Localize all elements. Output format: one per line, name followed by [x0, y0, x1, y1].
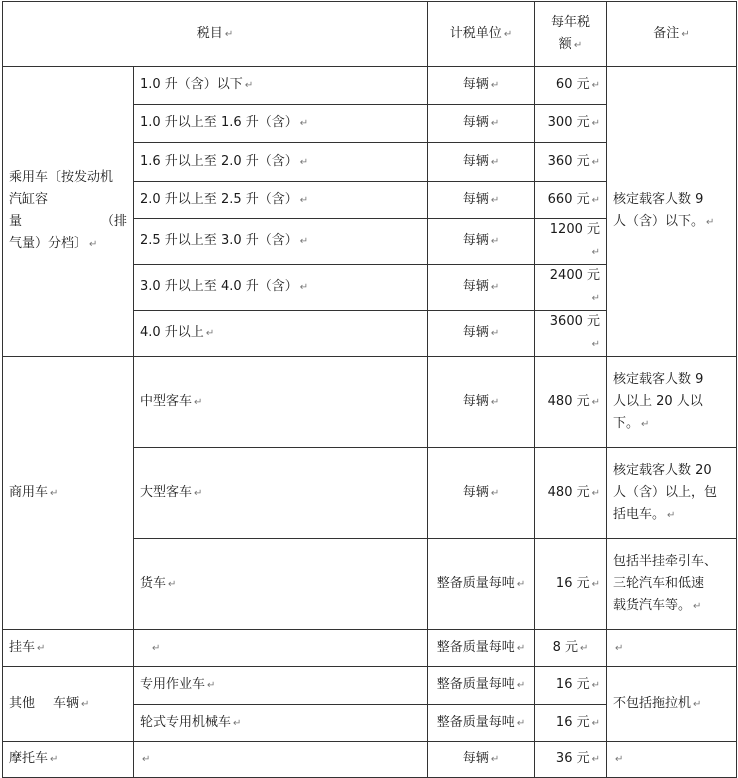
paragraph-mark-icon: [592, 680, 600, 691]
amount-cell: 36 元 ↵: [535, 742, 607, 778]
item-cell: 2.0 升以上至 2.5 升（含） ↵: [134, 182, 428, 219]
item-cell: [134, 630, 428, 667]
amount-cell: 16 元 ↵: [535, 705, 607, 742]
unit-cell: 每辆 ↵: [428, 105, 535, 143]
note-cell: 核定载客人数 9 人以上 20 人以 下。 ↵: [607, 357, 737, 448]
amount-cell: 16 元 ↵: [535, 539, 607, 630]
unit-cell: 整备质量每吨 ↵: [428, 630, 535, 667]
paragraph-mark-icon: [81, 699, 89, 710]
paragraph-mark-icon: [592, 579, 600, 590]
paragraph-mark-icon: [517, 680, 525, 691]
unit-cell: 每辆 ↵: [428, 742, 535, 778]
paragraph-mark-icon: [89, 239, 97, 250]
vehicle-tax-table: [2, 1, 737, 778]
header-item: 税目 ↵: [3, 2, 428, 67]
category-trailer: 挂车 ↵: [3, 630, 134, 667]
paragraph-mark-icon: [491, 118, 499, 129]
table-row: [3, 742, 737, 778]
paragraph-mark-icon: [667, 510, 675, 521]
paragraph-mark-icon: [592, 488, 600, 499]
note-cell: 核定载客人数 20 人（含）以上，包 括电车。 ↵: [607, 448, 737, 539]
unit-cell: 每辆 ↵: [428, 67, 535, 105]
unit-cell: 每辆 ↵: [428, 357, 535, 448]
paragraph-mark-icon: [50, 488, 58, 499]
item-cell: 货车 ↵: [134, 539, 428, 630]
amount-cell: 360 元 ↵: [535, 143, 607, 182]
table-row: [3, 667, 737, 705]
paragraph-mark-icon: [194, 488, 202, 499]
unit-cell: 每辆 ↵: [428, 448, 535, 539]
paragraph-mark-icon: [142, 643, 160, 654]
paragraph-mark-icon: [207, 680, 215, 691]
paragraph-mark-icon: [142, 754, 150, 765]
item-cell: 1.0 升（含）以下 ↵: [134, 67, 428, 105]
paragraph-mark-icon: [491, 195, 499, 206]
paragraph-mark-icon: [37, 643, 45, 654]
table-row: [3, 357, 737, 448]
unit-cell: 每辆 ↵: [428, 143, 535, 182]
note-passenger: 核定载客人数 9 人（含）以下。 ↵: [607, 67, 737, 357]
amount-cell: 480 元 ↵: [535, 357, 607, 448]
amount-cell: 60 元 ↵: [535, 67, 607, 105]
table-row: [3, 630, 737, 667]
unit-cell: 整备质量每吨 ↵: [428, 705, 535, 742]
header-note: 备注 ↵: [607, 2, 737, 67]
paragraph-mark-icon: [245, 80, 253, 91]
paragraph-mark-icon: [491, 488, 499, 499]
item-cell: [134, 742, 428, 778]
paragraph-mark-icon: [504, 29, 512, 40]
item-cell: 大型客车 ↵: [134, 448, 428, 539]
note-cell: 包括半挂牵引车、 三轮汽车和低速 载货汽车等。 ↵: [607, 539, 737, 630]
header-amount: 每年税 额 ↵: [535, 2, 607, 67]
paragraph-mark-icon: [194, 397, 202, 408]
paragraph-mark-icon: [300, 118, 308, 129]
paragraph-mark-icon: [592, 118, 600, 129]
category-commercial: 商用车 ↵: [3, 357, 134, 630]
unit-cell: 每辆 ↵: [428, 311, 535, 357]
paragraph-mark-icon: [300, 236, 308, 247]
paragraph-mark-icon: [592, 293, 600, 304]
paragraph-mark-icon: [491, 236, 499, 247]
category-motorcycle: 摩托车 ↵: [3, 742, 134, 778]
paragraph-mark-icon: [491, 328, 499, 339]
category-other: 其他 车辆 ↵: [3, 667, 134, 742]
paragraph-mark-icon: [225, 29, 233, 40]
paragraph-mark-icon: [491, 282, 499, 293]
paragraph-mark-icon: [592, 718, 600, 729]
amount-cell: 1200 元 ↵: [535, 219, 607, 265]
unit-cell: 每辆 ↵: [428, 265, 535, 311]
unit-cell: 整备质量每吨 ↵: [428, 667, 535, 705]
paragraph-mark-icon: [491, 397, 499, 408]
amount-cell: 8 元 ↵: [535, 630, 607, 667]
paragraph-mark-icon: [300, 195, 308, 206]
item-cell: 专用作业车 ↵: [134, 667, 428, 705]
paragraph-mark-icon: [592, 157, 600, 168]
item-cell: 1.0 升以上至 1.6 升（含） ↵: [134, 105, 428, 143]
header-row: [3, 2, 737, 67]
paragraph-mark-icon: [706, 217, 714, 228]
paragraph-mark-icon: [491, 80, 499, 91]
item-cell: 4.0 升以上 ↵: [134, 311, 428, 357]
amount-cell: 480 元 ↵: [535, 448, 607, 539]
paragraph-mark-icon: [592, 339, 600, 350]
paragraph-mark-icon: [517, 643, 525, 654]
unit-cell: 每辆 ↵: [428, 182, 535, 219]
paragraph-mark-icon: [693, 699, 701, 710]
table-row: [3, 67, 737, 105]
item-cell: 1.6 升以上至 2.0 升（含） ↵: [134, 143, 428, 182]
paragraph-mark-icon: [300, 282, 308, 293]
amount-cell: 3600 元 ↵: [535, 311, 607, 357]
item-cell: 轮式专用机械车 ↵: [134, 705, 428, 742]
paragraph-mark-icon: [491, 157, 499, 168]
paragraph-mark-icon: [615, 643, 623, 654]
paragraph-mark-icon: [681, 29, 689, 40]
note-cell: [607, 742, 737, 778]
paragraph-mark-icon: [300, 157, 308, 168]
paragraph-mark-icon: [517, 718, 525, 729]
category-passenger: 乘用车〔按发动机 汽缸容 量 （排 气量）分档〕 ↵: [3, 67, 134, 357]
amount-cell: 300 元 ↵: [535, 105, 607, 143]
paragraph-mark-icon: [168, 579, 176, 590]
paragraph-mark-icon: [592, 397, 600, 408]
paragraph-mark-icon: [206, 328, 214, 339]
paragraph-mark-icon: [641, 419, 649, 430]
paragraph-mark-icon: [50, 754, 58, 765]
amount-cell: 16 元 ↵: [535, 667, 607, 705]
amount-cell: 2400 元 ↵: [535, 265, 607, 311]
unit-cell: 整备质量每吨 ↵: [428, 539, 535, 630]
paragraph-mark-icon: [592, 754, 600, 765]
item-cell: 3.0 升以上至 4.0 升（含） ↵: [134, 265, 428, 311]
header-unit: 计税单位 ↵: [428, 2, 535, 67]
item-cell: 2.5 升以上至 3.0 升（含） ↵: [134, 219, 428, 265]
item-cell: 中型客车 ↵: [134, 357, 428, 448]
paragraph-mark-icon: [517, 579, 525, 590]
note-other: 不包括拖拉机 ↵: [607, 667, 737, 742]
paragraph-mark-icon: [693, 601, 701, 612]
paragraph-mark-icon: [580, 643, 588, 654]
paragraph-mark-icon: [592, 80, 600, 91]
paragraph-mark-icon: [592, 247, 600, 258]
paragraph-mark-icon: [615, 754, 623, 765]
paragraph-mark-icon: [233, 718, 241, 729]
unit-cell: 每辆 ↵: [428, 219, 535, 265]
paragraph-mark-icon: [592, 195, 600, 206]
paragraph-mark-icon: [574, 40, 582, 51]
amount-cell: 660 元 ↵: [535, 182, 607, 219]
paragraph-mark-icon: [491, 754, 499, 765]
note-cell: [607, 630, 737, 667]
